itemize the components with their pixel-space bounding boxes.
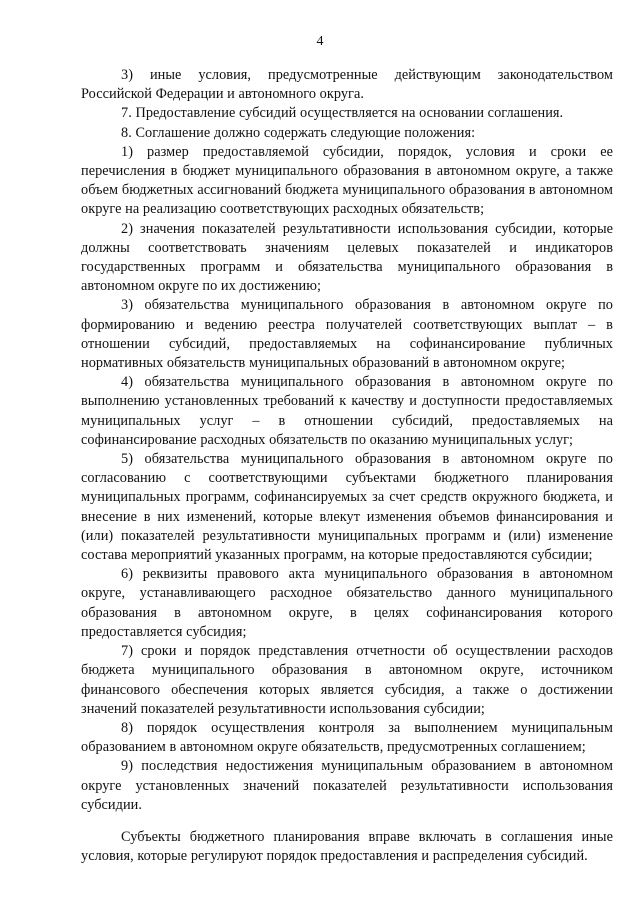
paragraph: 6) реквизиты правового акта муниципального образования в автономном округе, устанавливающего расходное обязательство данного муниципального образования в автономном округе, в целях софинансирования которого предоставляется субсидия;	[81, 566, 613, 640]
paragraph: 7) сроки и порядок представления отчетности об осуществлении расходов бюджета муниципального образования в автономном округе, источником финансового обеспечения которых является субсидия, а также о достижении значений показателей результативности использования субсидии;	[81, 643, 613, 717]
paragraph: 5) обязательства муниципального образования в автономном округе по согласованию с соответствующими субъектами бюджетного планирования муниципальных программ, софинансируемых за счет средств окружного бюджета, и внесение в них изменений, которые влекут изменения объемов финансирования и (или) показателей результативности муниципальных программ и (или) изменение состава мероприятий указанных программ, на которые предоставляются субсидии;	[81, 451, 613, 564]
paragraph: 4) обязательства муниципального образования в автономном округе по выполнению установленных требований к качеству и доступности предоставляемых муниципальных услуг – в отношении субсидий, предоставляемых на софинансирование расходных обязательств по оказанию муниципальных услуг;	[81, 374, 613, 448]
document-body	[81, 66, 613, 866]
paragraph: 1) размер предоставляемой субсидии, порядок, условия и сроки ее перечисления в бюджет муниципального образования в автономном округе, а также объем бюджетных ассигнований бюджета муниципального образования в автономном округе на реализацию соответствующих расходных обязательств;	[81, 143, 613, 218]
page-number: 4	[316, 34, 324, 49]
paragraph: 3) иные условия, предусмотренные действующим законодательством Российской Федерации и автономного округа.	[81, 67, 613, 103]
paragraph: 8) порядок осуществления контроля за выполнением муниципальным образованием в автономном округе обязательств, предусмотренных соглашением;	[81, 719, 613, 756]
paragraph: Субъекты бюджетного планирования вправе включать в соглашения иные условия, которые регулируют порядок предоставления и распределения субсидий.	[81, 828, 613, 865]
paragraph: 3) обязательства муниципального образования в автономном округе по формированию и ведению реестра получателей соответствующих выплат – в отношении субсидий, предоставляемых на софинансирование публичных нормативных обязательств муниципальных образований в автономном округе;	[81, 297, 613, 372]
paragraph: 7. Предоставление субсидий осуществляется на основании соглашения.	[121, 105, 564, 122]
paragraph: 8. Соглашение должно содержать следующие положения:	[121, 124, 476, 141]
paragraph: 2) значения показателей результативности использования субсидии, которые должны соответствовать значениям целевых показателей и индикаторов государственных программ и обязательства муниципального образования в автономном округе по их достижению;	[81, 220, 613, 295]
paragraph: 9) последствия недостижения муниципальным образованием в автономном округе установленных значений показателей результативности использования субсидии.	[81, 758, 613, 813]
